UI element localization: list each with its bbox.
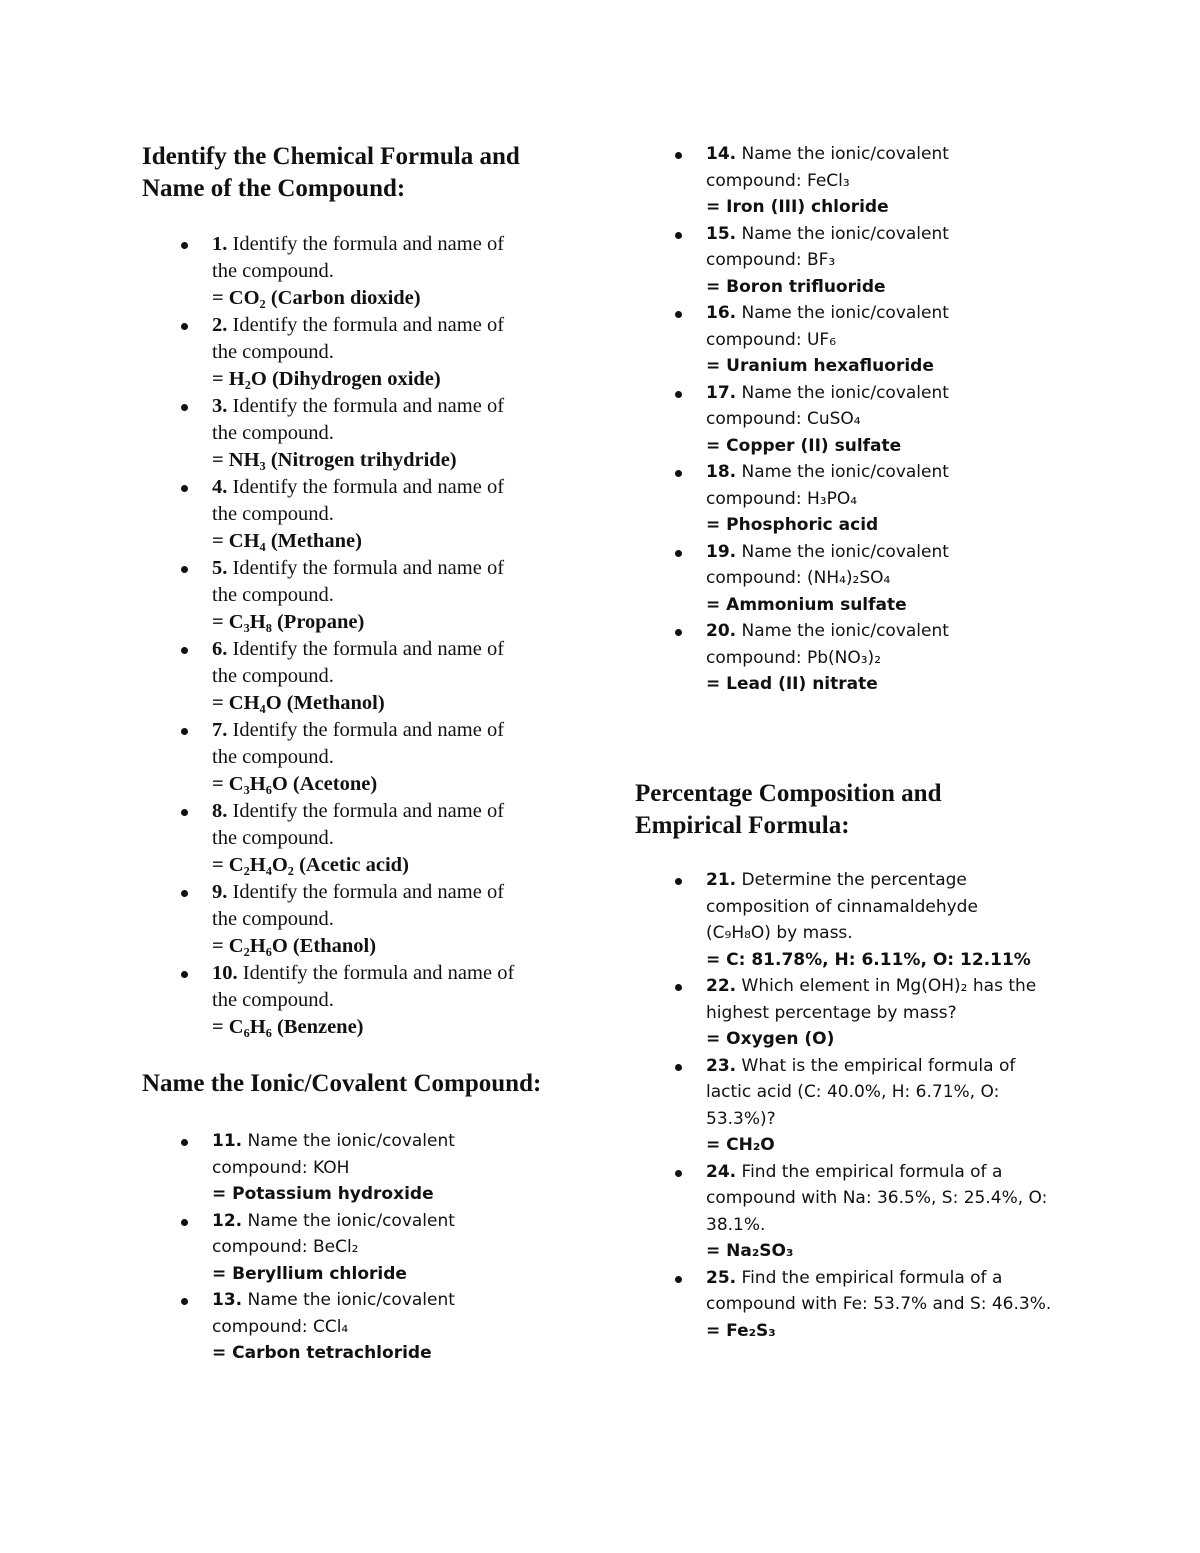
question-text: What is the empirical formula of — [736, 1055, 1016, 1076]
question-text-line2: the compound. — [212, 503, 334, 525]
question-text-line2: compound: Pb(NO₃)₂ — [706, 647, 882, 668]
question-text-line2: compound: H₃PO₄ — [706, 488, 858, 509]
question-text: Determine the percentage — [736, 870, 967, 890]
question-number: 5. — [212, 557, 228, 579]
answer-text: = Beryllium chloride — [212, 1263, 407, 1284]
question-text: Find the empirical formula of a — [736, 1161, 1003, 1182]
bullet-icon — [675, 470, 682, 477]
formula-question-list — [212, 231, 514, 1041]
bullet-icon — [181, 728, 188, 735]
answer-text: = C₃H₈ (Propane) — [212, 611, 365, 633]
question-item-22 — [706, 973, 1051, 1053]
bullet-icon — [181, 404, 188, 411]
bullet-icon — [675, 550, 682, 557]
question-text-line2: the compound. — [212, 584, 334, 606]
question-number: 10. — [212, 962, 238, 984]
question-number: 3. — [212, 395, 228, 417]
bullet-icon — [675, 1276, 682, 1283]
question-text-line2: highest percentage by mass? — [706, 1002, 957, 1023]
question-text-line2: the compound. — [212, 989, 334, 1011]
question-text-line2: compound: CuSO₄ — [706, 409, 861, 429]
question-text-line2: the compound. — [212, 746, 334, 768]
answer-text: = Lead (II) nitrate — [706, 674, 878, 694]
question-number: 19. — [706, 541, 737, 562]
question-text: Identify the formula and name of — [227, 476, 505, 498]
bullet-icon — [675, 629, 682, 636]
answer-text: = Uranium hexafluoride — [706, 356, 934, 376]
question-item-8 — [212, 798, 514, 879]
question-number: 12. — [212, 1210, 243, 1231]
question-text: Which element in Mg(OH)₂ has the — [736, 976, 1037, 996]
question-number: 7. — [212, 719, 228, 741]
answer-text: = Ammonium sulfate — [706, 594, 907, 615]
bullet-icon — [181, 971, 188, 978]
question-item-3 — [212, 393, 514, 474]
question-text: Name the ionic/covalent — [736, 303, 949, 323]
heading-line: Identify the Chemical Formula and — [142, 143, 520, 170]
question-text-line2: compound: BF₃ — [706, 250, 836, 270]
answer-text: = C₂H₆O (Ethanol) — [212, 935, 377, 957]
question-text: Name the ionic/covalent — [736, 144, 949, 164]
question-number: 4. — [212, 476, 228, 498]
question-number: 18. — [706, 462, 737, 482]
question-item-13 — [212, 1287, 455, 1367]
question-text-line2: compound: (NH₄)₂SO₄ — [706, 568, 891, 588]
question-item-6 — [212, 636, 514, 717]
question-item-17 — [706, 380, 949, 460]
bullet-icon — [181, 566, 188, 573]
question-item-9 — [212, 879, 514, 960]
answer-text: = C: 81.78%, H: 6.11%, O: 12.11% — [706, 949, 1031, 970]
answer-text: = CH₄O (Methanol) — [212, 692, 385, 714]
bullet-icon — [181, 647, 188, 654]
question-item-2 — [212, 312, 514, 393]
answer-text: = Iron (III) chloride — [706, 197, 889, 217]
question-text: Name the ionic/covalent — [736, 223, 949, 244]
question-text: Identify the formula and name of — [227, 395, 505, 417]
question-number: 11. — [212, 1131, 243, 1151]
heading-line: Name of the Compound: — [142, 175, 406, 202]
answer-text: = CH₂O — [706, 1135, 775, 1155]
heading-line: Empirical Formula: — [635, 812, 850, 839]
section-heading-ionic — [142, 1068, 541, 1100]
answer-text: = Oxygen (O) — [706, 1029, 835, 1049]
question-item-4 — [212, 474, 514, 555]
bullet-icon — [675, 391, 682, 398]
question-text: Name the ionic/covalent — [736, 541, 949, 562]
ionic-question-list-right — [706, 141, 949, 698]
answer-text: = Carbon tetrachloride — [212, 1343, 432, 1363]
question-number: 1. — [212, 233, 228, 255]
bullet-icon — [181, 1219, 188, 1226]
question-number: 24. — [706, 1161, 737, 1182]
question-number: 23. — [706, 1055, 737, 1076]
question-text-line2: compound: CCl₄ — [212, 1316, 349, 1337]
question-item-21 — [706, 867, 1051, 973]
bullet-icon — [675, 878, 682, 885]
answer-text: = Boron trifluoride — [706, 276, 886, 297]
question-text: Identify the formula and name of — [227, 800, 505, 822]
answer-text: = Copper (II) sulfate — [706, 435, 902, 456]
answer-text: = H₂O (Dihydrogen oxide) — [212, 368, 441, 390]
question-text-line2: compound with Na: 36.5%, S: 25.4%, O: — [706, 1188, 1048, 1208]
question-item-11 — [212, 1128, 455, 1208]
answer-text: = Fe₂S₃ — [706, 1320, 776, 1341]
question-text: Find the empirical formula of a — [736, 1267, 1003, 1288]
question-item-16 — [706, 300, 949, 380]
question-text: Name the ionic/covalent — [242, 1290, 455, 1310]
question-text-line2: compound: FeCl₃ — [706, 170, 850, 191]
question-text: Name the ionic/covalent — [242, 1210, 455, 1231]
question-number: 17. — [706, 382, 737, 403]
question-item-15 — [706, 221, 949, 301]
question-text: Identify the formula and name of — [227, 233, 505, 255]
question-text: Name the ionic/covalent — [736, 621, 949, 641]
question-text-line2: the compound. — [212, 260, 334, 282]
question-item-7 — [212, 717, 514, 798]
question-number: 22. — [706, 976, 737, 996]
question-text: Identify the formula and name of — [227, 638, 505, 660]
bullet-icon — [181, 242, 188, 249]
question-text: Name the ionic/covalent — [736, 382, 949, 403]
question-number: 13. — [212, 1290, 243, 1310]
question-text-line2: compound: KOH — [212, 1157, 350, 1178]
question-item-14 — [706, 141, 949, 221]
question-text: Identify the formula and name of — [227, 314, 505, 336]
question-item-20 — [706, 618, 949, 698]
bullet-icon — [675, 311, 682, 318]
question-text: Identify the formula and name of — [227, 557, 505, 579]
bullet-icon — [181, 809, 188, 816]
ionic-question-list-left — [212, 1128, 455, 1367]
bullet-icon — [675, 152, 682, 159]
bullet-icon — [181, 323, 188, 330]
question-text-line2: lactic acid (C: 40.0%, H: 6.71%, O: — [706, 1082, 1000, 1102]
question-text-line2: the compound. — [212, 341, 334, 363]
question-text-line2: compound: BeCl₂ — [212, 1237, 359, 1257]
question-item-23 — [706, 1053, 1051, 1159]
bullet-icon — [181, 1298, 188, 1305]
question-number: 8. — [212, 800, 228, 822]
question-number: 14. — [706, 144, 737, 164]
question-number: 21. — [706, 870, 737, 890]
bullet-icon — [675, 1064, 682, 1071]
heading-line: Name the Ionic/Covalent Compound: — [142, 1070, 542, 1097]
bullet-icon — [675, 1170, 682, 1177]
answer-text: = Potassium hydroxide — [212, 1184, 434, 1204]
bullet-icon — [181, 485, 188, 492]
question-number: 9. — [212, 881, 228, 903]
percentage-question-list — [706, 867, 1051, 1344]
heading-line: Percentage Composition and — [635, 780, 942, 807]
bullet-icon — [181, 890, 188, 897]
question-text-line2: composition of cinnamaldehyde — [706, 896, 978, 917]
question-text-line3: (C₉H₈O) by mass. — [706, 923, 853, 943]
question-text: Identify the formula and name of — [227, 881, 505, 903]
answer-text: = Na₂SO₃ — [706, 1241, 794, 1261]
question-text-line3: 53.3%)? — [706, 1108, 776, 1129]
bullet-icon — [675, 984, 682, 991]
question-text: Name the ionic/covalent — [736, 462, 949, 482]
section-heading-formula — [142, 141, 520, 205]
question-number: 6. — [212, 638, 228, 660]
question-number: 2. — [212, 314, 228, 336]
bullet-icon — [675, 232, 682, 239]
answer-text: = NH₃ (Nitrogen trihydride) — [212, 449, 457, 471]
section-heading-percentage — [635, 778, 941, 842]
question-text-line2: compound with Fe: 53.7% and S: 46.3%. — [706, 1294, 1052, 1314]
question-text: Name the ionic/covalent — [242, 1131, 455, 1151]
question-item-24 — [706, 1159, 1051, 1265]
question-text-line2: the compound. — [212, 422, 334, 444]
question-item-19 — [706, 539, 949, 619]
question-item-12 — [212, 1208, 455, 1288]
question-text-line2: compound: UF₆ — [706, 329, 837, 350]
question-text-line2: the compound. — [212, 908, 334, 930]
question-item-25 — [706, 1265, 1051, 1345]
question-number: 16. — [706, 303, 737, 323]
question-text-line2: the compound. — [212, 827, 334, 849]
question-text: Identify the formula and name of — [227, 719, 505, 741]
question-item-1 — [212, 231, 514, 312]
answer-text: = C₂H₄O₂ (Acetic acid) — [212, 854, 409, 876]
answer-text: = C₆H₆ (Benzene) — [212, 1016, 364, 1038]
question-number: 25. — [706, 1267, 737, 1288]
question-text-line2: the compound. — [212, 665, 334, 687]
question-text: Identify the formula and name of — [237, 962, 515, 984]
answer-text: = CO₂ (Carbon dioxide) — [212, 287, 421, 309]
question-item-10 — [212, 960, 514, 1041]
answer-text: = CH₄ (Methane) — [212, 530, 362, 552]
question-text-line3: 38.1%. — [706, 1214, 766, 1235]
question-number: 15. — [706, 223, 737, 244]
answer-text: = Phosphoric acid — [706, 515, 879, 535]
question-item-5 — [212, 555, 514, 636]
question-number: 20. — [706, 621, 737, 641]
answer-text: = C₃H₆O (Acetone) — [212, 773, 378, 795]
bullet-icon — [181, 1139, 188, 1146]
question-item-18 — [706, 459, 949, 539]
